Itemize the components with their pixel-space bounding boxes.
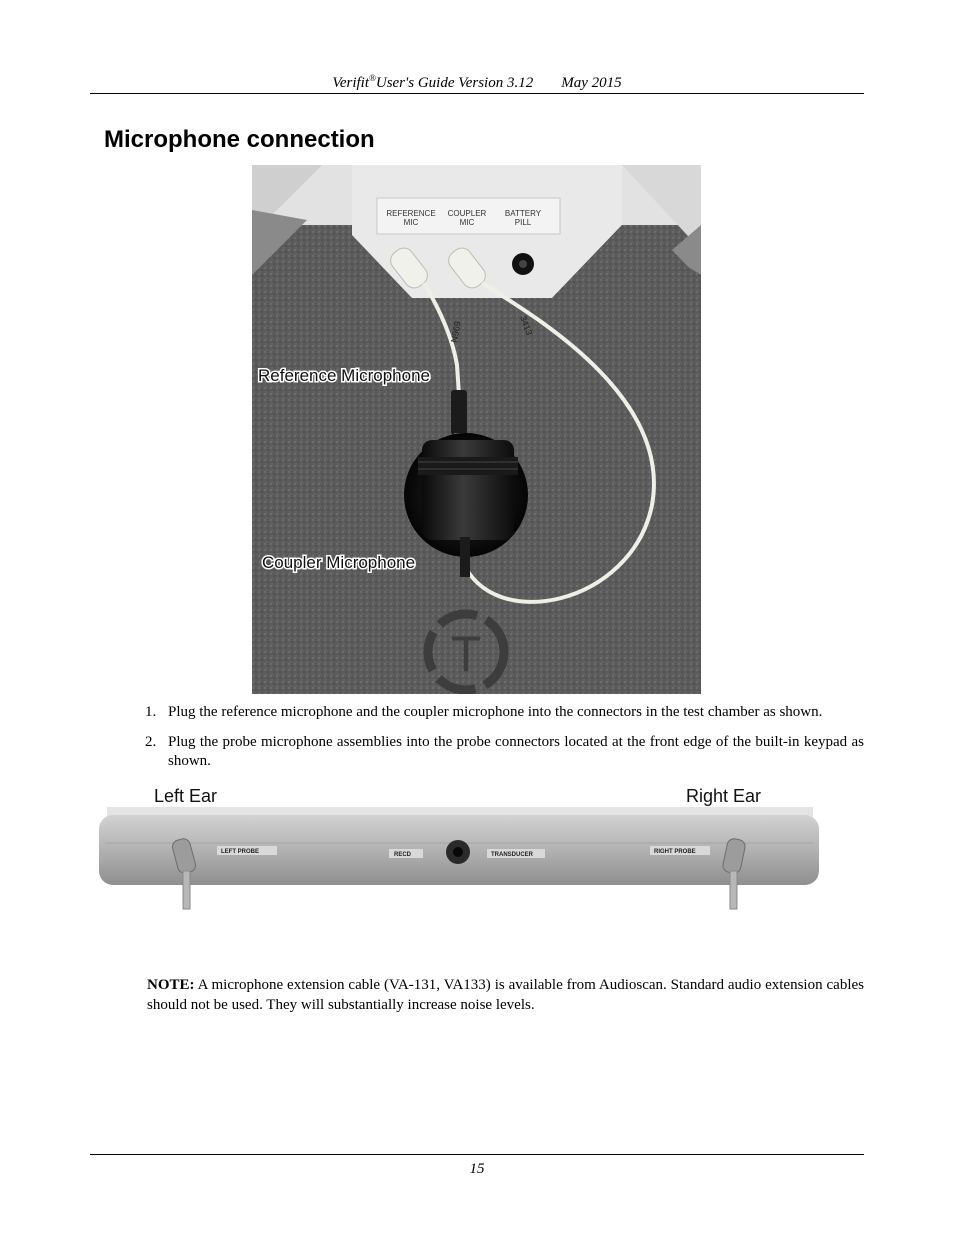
connector-label-battery-l2: PILL: [514, 218, 532, 227]
section-title: Microphone connection: [104, 126, 375, 153]
header-guide-title: User's Guide Version 3.12: [375, 75, 534, 91]
step-number: 2.: [145, 734, 157, 750]
running-header: [90, 68, 864, 93]
svg-text:T: T: [450, 626, 482, 682]
reference-microphone: [451, 390, 467, 435]
keypad-probe-connectors-photo: [97, 783, 821, 915]
connector-label-battery-l1: BATTERY: [504, 209, 542, 218]
header-product: Verifit: [332, 75, 370, 91]
list-item: [145, 733, 864, 771]
page-number: 15: [469, 1161, 485, 1177]
port-label-recd: RECD: [394, 852, 412, 858]
header-rule: [90, 93, 864, 94]
step-text: Plug the reference microphone and the coupler microphone into the connectors in the test chamber as shown.: [168, 704, 823, 720]
callout-reference-microphone: Reference Microphone: [258, 366, 430, 385]
note-text: A microphone extension cable (VA-131, VA133) is available from Audioscan. Standard audio extension cables should not be used. They will substantially increase noise levels.: [147, 977, 864, 1013]
caption-left-ear: Left Ear: [154, 786, 218, 806]
list-item: [145, 703, 864, 722]
test-chamber-photo: [252, 165, 701, 694]
port-label-transducer: TRANSDUCER: [491, 852, 533, 858]
steps-list: [145, 703, 864, 782]
port-label-right-probe: RIGHT PROBE: [654, 849, 696, 855]
header-date: May 2015: [561, 75, 622, 91]
caption-right-ear: Right Ear: [686, 786, 762, 806]
note-label: NOTE:: [147, 977, 195, 993]
note-paragraph: [147, 975, 864, 1015]
footer-rule: [90, 1154, 864, 1155]
connector-label-coupler-l2: MIC: [459, 218, 475, 227]
connector-label-coupler-l1: COUPLER: [447, 209, 487, 218]
port-label-left-probe: LEFT PROBE: [221, 849, 260, 855]
step-number: 1.: [145, 704, 157, 720]
callout-coupler-microphone: Coupler Microphone: [262, 553, 416, 572]
connector-label-reference-l2: MIC: [403, 218, 419, 227]
registered-mark: ®: [369, 73, 376, 83]
step-text: Plug the probe microphone assemblies into the probe connectors located at the front edge of the built-in keypad as shown.: [168, 734, 864, 769]
coupler-microphone: [422, 440, 514, 540]
connector-label-reference-l1: REFERENCE: [386, 209, 436, 218]
cable-tag-reference: N969: [449, 320, 463, 344]
cable-tag-coupler: 3413: [518, 314, 535, 337]
